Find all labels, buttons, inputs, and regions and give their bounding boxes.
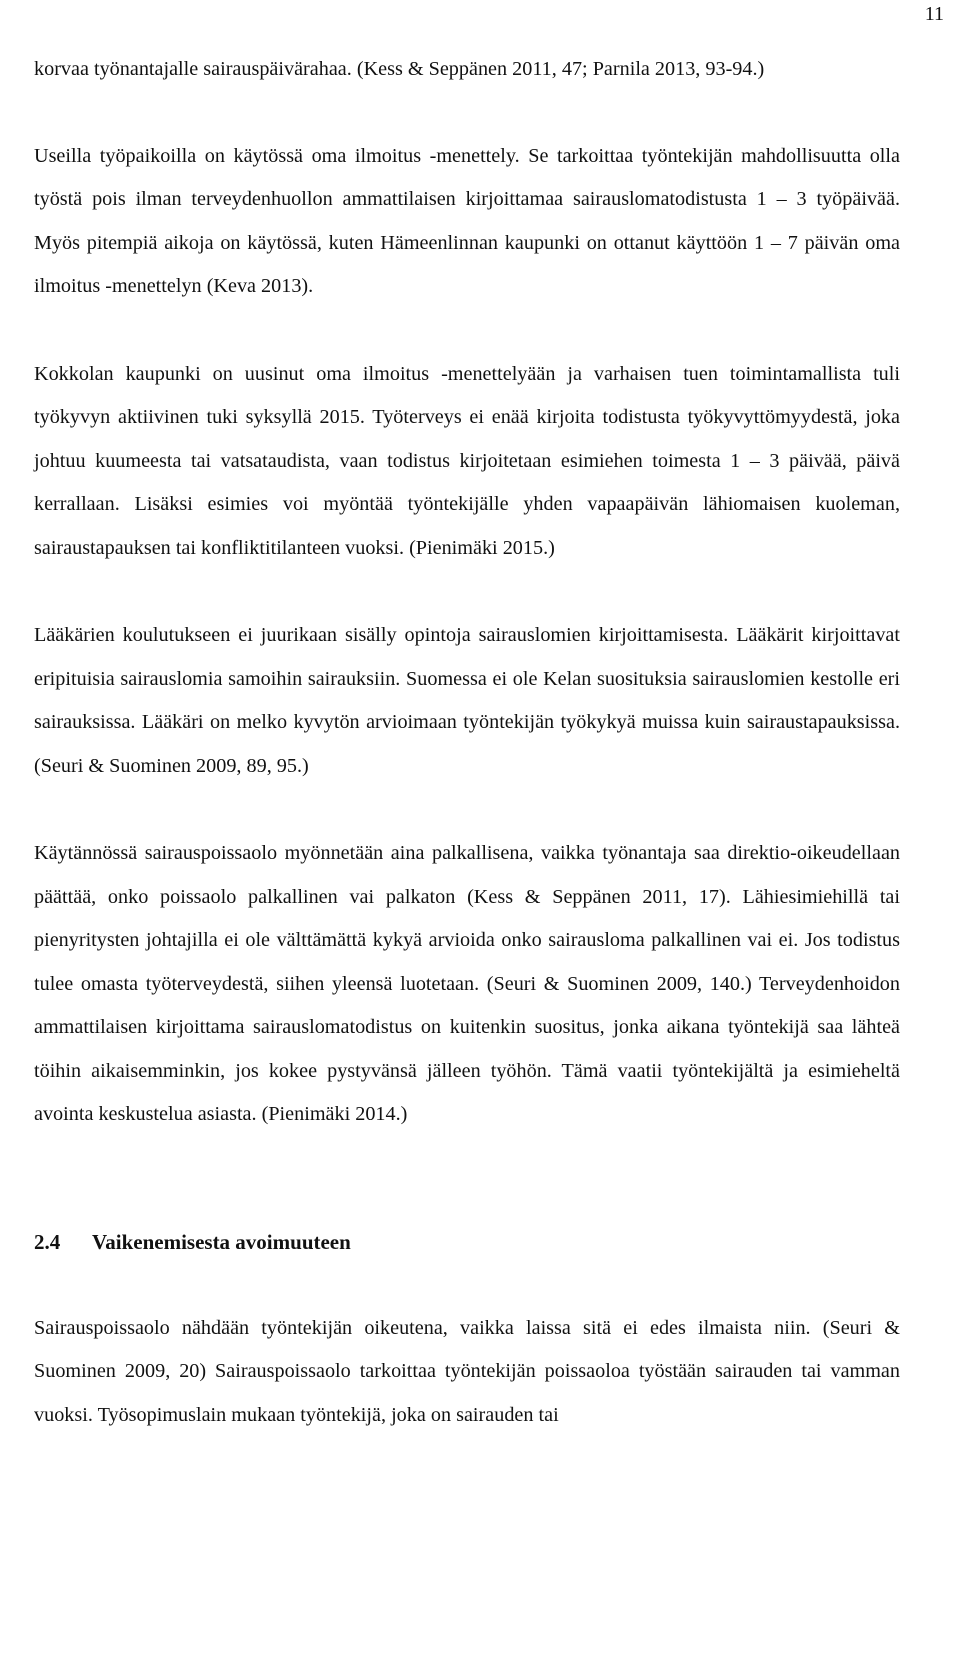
paragraph-oma-ilmoitus: Useilla työpaikoilla on käytössä oma ilmoitus -menettely. Se tarkoittaa työntekijän mahdollisuutta olla työstä pois ilman terveydenhuollon ammattilaisen kirjoittamaa sairauslomatodistusta 1 – 3 työpäivää. Myös pitempiä aikoja on käytössä, kuten Hämeenlinnan kaupunki on ottanut käyttöön 1 – 7 päivän oma ilmoitus -menettelyn (Keva 2013). <box>34 144 900 297</box>
section-heading <box>34 1221 900 1264</box>
paragraph-sairauspoissaolo: Sairauspoissaolo nähdään työntekijän oikeutena, vaikka laissa sitä ei edes ilmaista niin. (Seuri & Suominen 2009, 20) Sairauspoissaolo tarkoittaa työntekijän poissaoloa työstään sairauden tai vamman vuoksi. Työsopimuslain mukaan työntekijä, joka on sairauden tai <box>34 1316 900 1426</box>
section-title: Vaikenemisesta avoimuuteen <box>92 1229 351 1254</box>
page-number: 11 <box>924 3 944 25</box>
paragraph-kokkola: Kokkolan kaupunki on uusinut oma ilmoitus -menettelyään ja varhaisen tuen toimintamallista tuli työkyvyn aktiivinen tuki syksyllä 2015. Työterveys ei enää kirjoita todistusta työkyvyttömyydestä, joka johtuu kuumeesta tai vatsataudista, vaan todistus kirjoitetaan esimiehen toimesta 1 – 3 päivää, päivä kerrallaan. Lisäksi esimies voi myöntää työntekijälle yhden vapaapäivän lähiomaisen kuoleman, sairaustapauksen tai konfliktitilanteen vuoksi. (Pienimäki 2015.) <box>34 362 900 559</box>
document-body <box>34 48 900 1437</box>
paragraph-laakarit: Lääkärien koulutukseen ei juurikaan sisälly opintoja sairauslomien kirjoittamisesta. Lääkärit kirjoittavat eripituisia sairauslomia samoihin sairauksiin. Suomessa ei ole Kelan suosituksia sairauslomien kestolle eri sairauksissa. Lääkäri on melko kyvytön arvioimaan työntekijän työkykyä muissa kuin sairaustapauksissa. (Seuri & Suominen 2009, 89, 95.) <box>34 624 900 777</box>
paragraph-continuation: korvaa työnantajalle sairauspäivärahaa. (Kess & Seppänen 2011, 47; Parnila 2013, 93-94.) <box>34 58 765 80</box>
section-number: 2.4 <box>34 1229 61 1254</box>
paragraph-kaytannossa: Käytännössä sairauspoissaolo myönnetään aina palkallisena, vaikka työnantaja saa direktio-oikeudellaan päättää, onko poissaolo palkallinen vai palkaton (Kess & Seppänen 2011, 17). Lähiesimiehillä tai pienyritysten johtajilla ei ole välttämättä kykyä arvioida onko sairausloma palkallinen vai ei. Jos todistus tulee omasta työterveydestä, siihen yleensä luotetaan. (Seuri & Suominen 2009, 140.) Terveydenhoidon ammattilaisen kirjoittama sairauslomatodistus on kuitenkin suositus, jonka aikana työntekijä saa lähteä töihin aikaisemminkin, jos kokee pystyvänsä jälleen työhön. Tämä vaatii työntekijältä ja esimieheltä avointa keskustelua asiasta. (Pienimäki 2014.) <box>34 842 900 1125</box>
